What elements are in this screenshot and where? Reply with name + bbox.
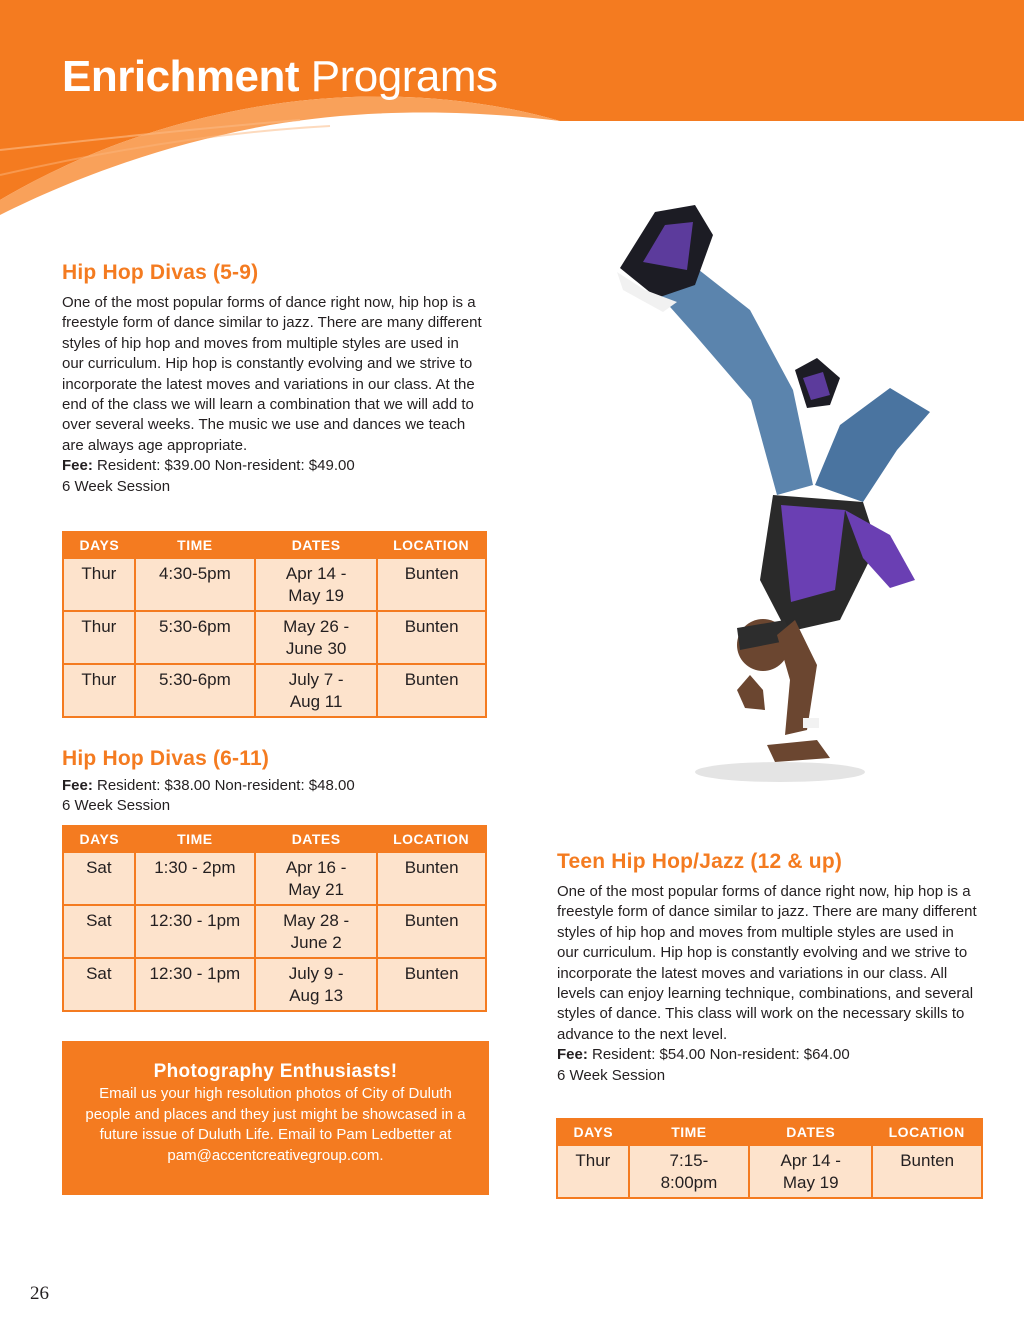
- section-description: One of the most popular forms of dance right now, hip hop is a freestyle form of dance similar to jazz. There are many different styles of hip hop and moves from multiple styles are used in our curriculum. Hip hop is constantly evolving and we strive to incorporate the latest moves and variations in our class. At the end of the class we will learn a combination that we will add to over several weeks. The music we use and dances we teach are always age appropriate.: [62, 294, 482, 454]
- cell-location: Bunten: [872, 1145, 982, 1198]
- cell-location: Bunten: [377, 852, 486, 905]
- cell-location: Bunten: [377, 958, 486, 1011]
- dates-start: Apr 16 -: [285, 858, 347, 877]
- dates-end: May 21: [288, 880, 345, 899]
- section-title: Hip Hop Divas (6-11): [62, 747, 270, 770]
- cell-day: Thur: [63, 611, 135, 664]
- col-header-days: DAYS: [557, 1119, 629, 1145]
- table-header-row: [63, 532, 486, 558]
- table-row: [63, 664, 486, 717]
- fee-text: Resident: $54.00 Non-resident: $64.00: [587, 1046, 850, 1064]
- dates-start: May 26 -: [283, 617, 350, 636]
- cell-location: Bunten: [377, 558, 486, 611]
- table-header-row: [557, 1119, 982, 1145]
- time-end: 8:00pm: [660, 1173, 718, 1192]
- cell-dates: [255, 905, 377, 958]
- dates-end: June 2: [290, 933, 342, 952]
- section-hip-hop-divas-6-11: [62, 747, 482, 817]
- cell-day: Sat: [63, 852, 135, 905]
- dates-end: May 19: [288, 586, 345, 605]
- col-header-location: LOCATION: [377, 532, 486, 558]
- cell-time: 5:30-6pm: [135, 611, 255, 664]
- dates-end: May 19: [782, 1173, 839, 1192]
- col-header-dates: DATES: [255, 826, 377, 852]
- page-number: 26: [30, 1283, 49, 1304]
- page-title: [62, 52, 498, 102]
- col-header-time: TIME: [135, 532, 255, 558]
- col-header-time: TIME: [629, 1119, 749, 1145]
- section-teen-hip-hop-jazz: [557, 850, 977, 1086]
- col-header-dates: DATES: [749, 1119, 872, 1145]
- col-header-days: DAYS: [63, 532, 135, 558]
- dates-end: Aug 11: [289, 692, 343, 711]
- session-length: 6 Week Session: [557, 1066, 666, 1084]
- table-row: [63, 905, 486, 958]
- table-header-row: [63, 826, 486, 852]
- cell-day: Sat: [63, 958, 135, 1011]
- fee-label: Fee:: [557, 1046, 588, 1064]
- table-row: [557, 1145, 982, 1198]
- col-header-location: LOCATION: [872, 1119, 982, 1145]
- fee-label: Fee:: [62, 457, 93, 475]
- dates-start: July 9 -: [288, 964, 344, 983]
- dates-start: Apr 14 -: [780, 1151, 841, 1170]
- breakdancer-photo: [545, 150, 995, 830]
- fee-line: [62, 456, 482, 476]
- cell-day: Thur: [63, 558, 135, 611]
- table-row: [63, 558, 486, 611]
- table-row: [63, 852, 486, 905]
- fee-line: [62, 776, 482, 796]
- table-row: [63, 958, 486, 1011]
- dates-start: May 28 -: [283, 911, 350, 930]
- cell-location: Bunten: [377, 664, 486, 717]
- fee-text: Resident: $39.00 Non-resident: $49.00: [92, 457, 355, 475]
- cell-time: [629, 1145, 749, 1198]
- cell-dates: [255, 611, 377, 664]
- cell-dates: [255, 664, 377, 717]
- schedule-table-teen: [556, 1118, 983, 1199]
- cell-location: Bunten: [377, 611, 486, 664]
- dates-start: Apr 14 -: [285, 564, 347, 583]
- cell-day: Sat: [63, 905, 135, 958]
- cell-time: 4:30-5pm: [135, 558, 255, 611]
- cell-day: Thur: [63, 664, 135, 717]
- col-header-days: DAYS: [63, 826, 135, 852]
- dates-start: July 7 -: [288, 670, 344, 689]
- table-row: [63, 611, 486, 664]
- title-rest: Programs: [299, 52, 498, 101]
- cell-dates: [255, 558, 377, 611]
- fee-line: [557, 1045, 977, 1065]
- section-title: Hip Hop Divas (5-9): [62, 261, 259, 284]
- schedule-table-6-11: [62, 825, 487, 1012]
- section-description: One of the most popular forms of dance right now, hip hop is a freestyle form of dance similar to jazz. There are many different styles of hip hop and moves from multiple styles are used in our curriculum. Hip hop is constantly evolving and we strive to incorporate the latest moves and variations in our class. All levels can enjoy learning technique, combinations, and several styles of dance. This class will work on the necessary skills to advance to the next level.: [557, 883, 977, 1043]
- title-bold: Enrichment: [62, 52, 300, 101]
- col-header-location: LOCATION: [377, 826, 486, 852]
- photography-promo-box: [62, 1041, 489, 1195]
- col-header-time: TIME: [135, 826, 255, 852]
- schedule-table-5-9: [62, 531, 487, 718]
- section-hip-hop-divas-5-9: [62, 261, 482, 497]
- fee-text: Resident: $38.00 Non-resident: $48.00: [92, 777, 355, 794]
- cell-time: 5:30-6pm: [135, 664, 255, 717]
- cell-dates: [255, 958, 377, 1011]
- cell-time: 12:30 - 1pm: [135, 905, 255, 958]
- session-length: 6 Week Session: [62, 797, 171, 815]
- cell-time: 1:30 - 2pm: [135, 852, 255, 905]
- time-start: 7:15-: [669, 1151, 709, 1170]
- cell-dates: [749, 1145, 872, 1198]
- fee-label: Fee:: [62, 777, 93, 794]
- cell-location: Bunten: [377, 905, 486, 958]
- col-header-dates: DATES: [255, 532, 377, 558]
- cell-time: 12:30 - 1pm: [135, 958, 255, 1011]
- promo-body: Email us your high resolution photos of City of Duluth people and places and they just might be showcased in a future issue of Duluth Life. Email to Pam Ledbetter at pam@accentcreativegroup.com.: [85, 1085, 466, 1164]
- dates-end: June 30: [285, 639, 347, 658]
- session-length: 6 Week Session: [62, 477, 171, 495]
- cell-day: Thur: [557, 1145, 629, 1198]
- cell-dates: [255, 852, 377, 905]
- dates-end: Aug 13: [289, 986, 344, 1005]
- section-title: Teen Hip Hop/Jazz (12 & up): [557, 850, 843, 873]
- promo-title: Photography Enthusiasts!: [153, 1061, 398, 1082]
